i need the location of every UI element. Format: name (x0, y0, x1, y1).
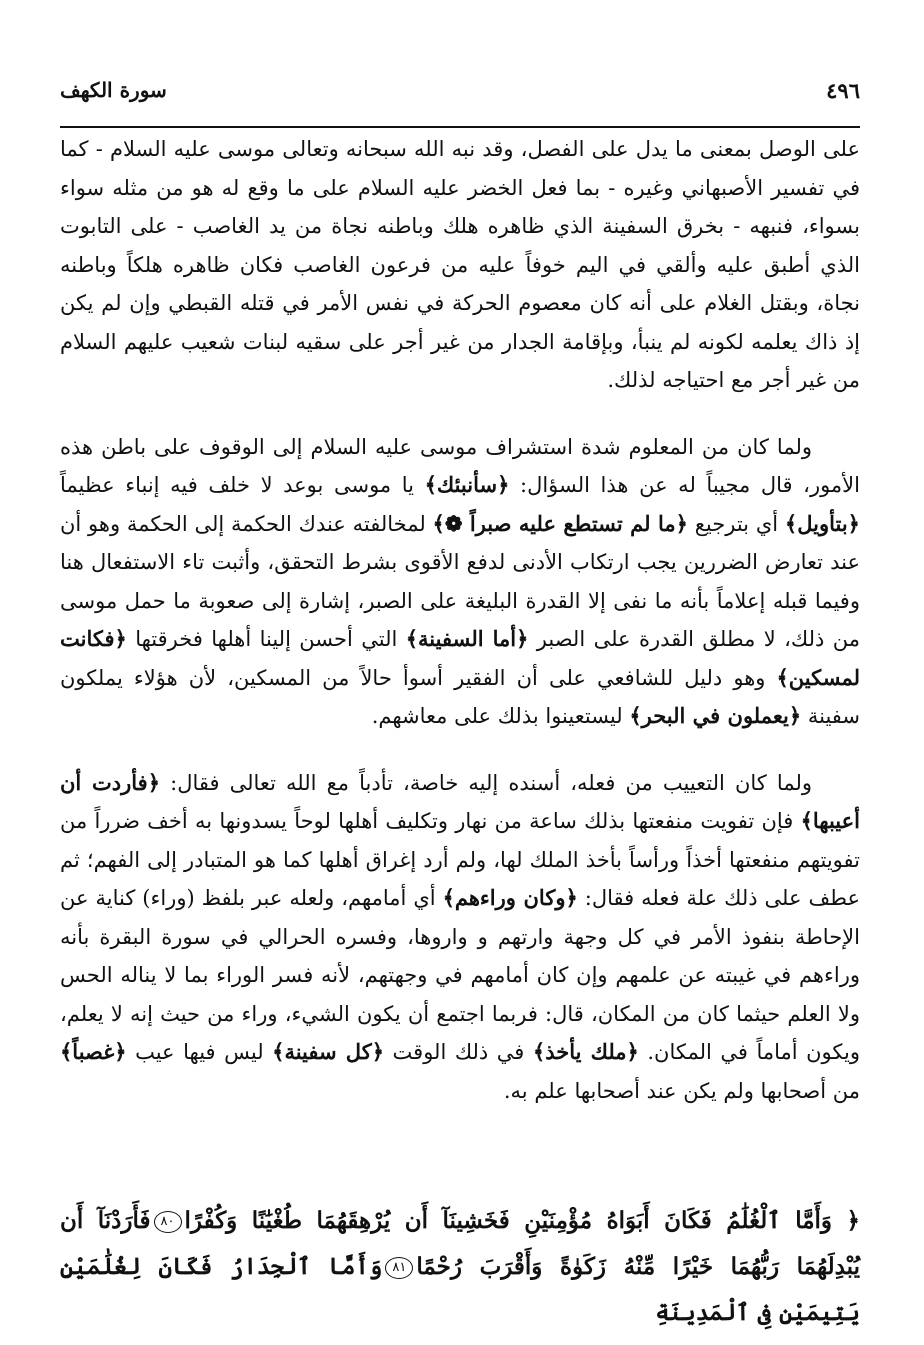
quran-verse-block (60, 1198, 860, 1336)
paragraph-text: ليس فيها عيب (126, 1040, 273, 1064)
paragraph-1 (60, 130, 860, 400)
paragraph-2 (60, 428, 860, 736)
paragraph-text: في ذلك الوقت (384, 1040, 533, 1064)
page-number: ٤٩٦ (826, 78, 860, 103)
quran-quote: ﴿ما لم تستطع عليه صبراً ❁﴾ (432, 510, 688, 536)
verse-text: وَأَمَّا ٱلْجِدَارُ فَكَانَ لِغُلَٰمَيْنِ يَتِيمَيْنِ فِى ٱلْمَدِينَةِ (60, 1253, 860, 1326)
paragraph-text: أي أمامهم، ولعله عبر بلفظ (وراء) كناية عن الإحاطة بنفوذ الأمر في كل وجهة وارتهم و واروها، وفسره الحرالي في سورة البقرة بأنه وراءهم في غيبته عن علمهم وإن كان أمامهم في وجهتهم، لأنه فسر الوراء بما لا يناله الحس ولا العلم حيثما كان من المكان، قال: فربما اجتمع أن يكون الشيء، وراء من حيث إنه لا يعلم، ويكون أماماً في المكان. (60, 886, 860, 1064)
header-divider (60, 126, 860, 128)
quran-quote: ﴿فكانت لمسكين﴾ (60, 626, 860, 690)
paragraph-text: على الوصل بمعنى ما يدل على الفصل، وقد نبه الله سبحانه وتعالى موسى عليه السلام - كما في تفسير الأصبهاني وغيره - بما فعل الخضر عليه السلام على ما وقع له هو من مثله سواء بسواء، فنبهه - بخرق السفينة الذي ظاهره هلك وباطنه نجاة من يد الغاصب - على التابوت الذي أطبق عليه وألقي في اليم خوفاً عليه من فرعون الغاصب فكان ظاهره هلكاً وباطنه نجاة، وبقتل الغلام على أنه كان معصوم الحركة في نفس الأمر في قتله القبطي وإن لم يكن إذ ذاك يعلمه لكونه لم ينبأ، وبإقامة الجدار من غير أجر على سقيه لبنات شعيب عليهم السلام من غير أجر مع احتياجه لذلك. (60, 137, 860, 392)
quran-quote: ﴿أما السفينة﴾ (405, 626, 529, 651)
quran-quote: ﴿كل سفينة﴾ (272, 1039, 384, 1064)
ayah-number-marker: ٨٠ (154, 1211, 182, 1233)
page-header (60, 78, 860, 114)
ayah-number-marker: ٨١ (385, 1257, 413, 1279)
quran-quote: ﴿بتأويل﴾ (784, 510, 860, 536)
surah-title: سورة الكهف (60, 78, 167, 102)
paragraph-text: ولما كان من المعلوم شدة استشراف موسى عليه السلام إلى الوقوف على باطن هذه الأمور، قال مجيباً له عن هذا السؤال: (60, 434, 860, 497)
paragraph-text: يا موسى بوعد لا خلف فيه إنباء عظيماً (60, 473, 425, 497)
quran-quote: ﴿فأردت أن أعيبها﴾ (60, 769, 860, 833)
paragraph-text: ليستعينوا بذلك على معاشهم. (371, 704, 630, 728)
verse-text: وَأَمَّا ٱلْغُلَٰمُ فَكَانَ أَبَوَاهُ مُؤْمِنَيْنِ فَخَشِينَآ أَن يُرْهِقَهُمَا طُغْيَٰنًا وَكُفْرًا (184, 1207, 833, 1234)
paragraph-text: لمخالفته عندك الحكمة إلى الحكمة وهو أن عند تعارض الضررين يجب ارتكاب الأدنى لدفع الأقوى بشرط التحقق، وأثبت تاء الاستفعال هنا وفيما قبله إعلاماً بأنه ما نفى إلا القدرة البليغة على الصبر، إشارة إلى صعوبة ما حمل موسى من ذلك، لا مطلق القدرة على الصبر (60, 511, 860, 651)
paragraph-text: وهو دليل للشافعي على أن الفقير أسوأ حالاً من المسكين، لأن هؤلاء يملكون سفينة (60, 665, 860, 728)
book-page (60, 62, 861, 1326)
paragraph-text: أي بترجيع (687, 511, 785, 536)
paragraph-text: من أصحابها ولم يكن عند أصحابها علم به. (503, 1078, 860, 1103)
quran-quote: ﴿يعملون في البحر﴾ (629, 703, 802, 728)
paragraph-text: التي أحسن إلينا أهلها فخرقتها (126, 627, 406, 651)
paragraph-3 (60, 764, 860, 1111)
quran-quote: ﴿سأنبئك﴾ (424, 472, 510, 497)
commentary-text (60, 130, 860, 1110)
paragraph-text: فإن تفويت منفعتها بذلك ساعة من نهار وتكليف أهلها لوحاً يسدونها به أخف ضرراً من تفويتهم منفعتها أخذاً ورأساً بأخذ الملك لها، ولم أرد إغراق أهلها كما هو المتبادر إلى الفهم؛ ثم عطف على ذلك علة فعله فقال: (60, 809, 861, 910)
quran-quote: ﴿غصباً﴾ (60, 1039, 127, 1064)
quran-quote: ﴿ملك يأخذ﴾ (532, 1039, 639, 1064)
verse-text: فَأَرَدْنَآ أَن يُبْدِلَهُمَا رَبُّهُمَا خَيْرًا مِّنْهُ زَكَوٰةً وَأَقْرَبَ رُحْمًا (60, 1207, 860, 1280)
quran-quote: ﴿وكان وراءهم﴾ (442, 885, 578, 910)
paragraph-text: ولما كان التعييب من فعله، أسنده إليه خاصة، تأدباً مع الله تعالى فقال: (160, 770, 812, 795)
verse-open-bracket: ﴿ (846, 1207, 860, 1234)
